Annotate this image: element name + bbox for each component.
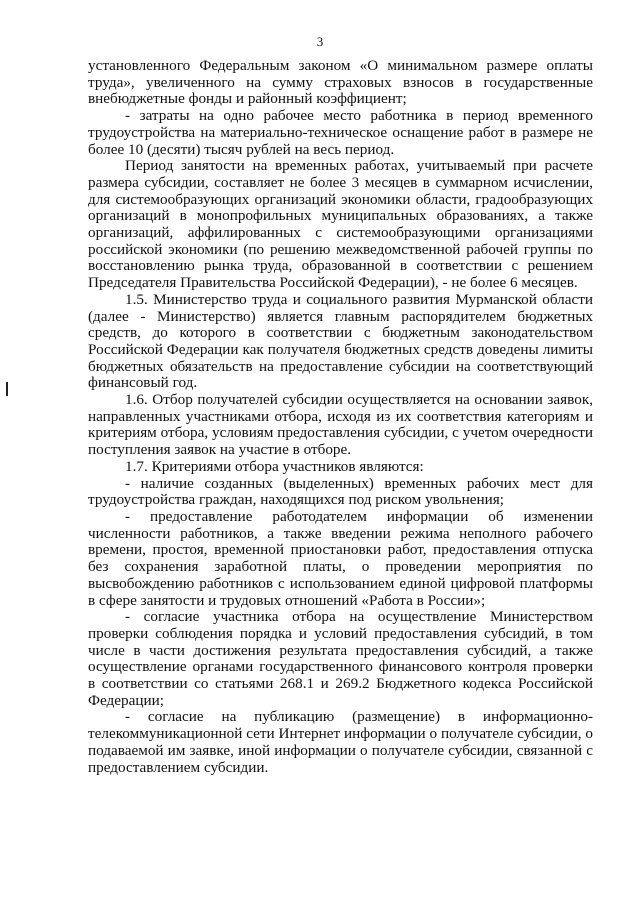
paragraph-continuation: установленного Федеральным законом «О минимальном размере оплаты труда», увеличенного на сумму страховых взносов в государственные внебюджетные фонды и районный коэффициент; bbox=[88, 57, 593, 108]
document-body bbox=[88, 58, 593, 776]
scan-margin-mark bbox=[6, 382, 8, 396]
criteria-item-inspection-consent: - согласие участника отбора на осуществление Министерством проверки соблюдения порядка и условий предоставления субсидий, в том числе в части достижения результата предоставления субсидий, а также осуществление органами государственного финансового контроля проверки в соответствии со статьями 268.1 и 269.2 Бюджетного кодекса Российской Федерации; bbox=[88, 608, 593, 709]
paragraph-1-7-criteria-heading: 1.7. Критериями отбора участников являются: bbox=[125, 457, 424, 475]
paragraph-equipment-costs: - затраты на одно рабочее место работника в период временного трудоустройства на материально-техническое оснащение работ в размере не более 10 (десяти) тысяч рублей на весь период. bbox=[88, 107, 593, 158]
paragraph-1-6-selection: 1.6. Отбор получателей субсидии осуществляется на основании заявок, направленных участниками отбора, исходя из их соответствия категориям и критериям отбора, условиям предоставления субсидии, с учетом очередности поступления заявок на участие в отборе. bbox=[88, 391, 593, 459]
paragraph-employment-period: Период занятости на временных работах, учитываемый при расчете размера субсидии, составляет не более 3 месяцев в суммарном исчислении, для системообразующих организаций экономики области, градообразующих организаций в монопрофильных муниципальных образованиях, а также организаций, аффилированных с системообразующими организациями российской экономики (по решению межведомственной рабочей группы по восстановлению рынка труда, образованной в соответствии с решением Председателя Правительства Российской Федерации), - не более 6 месяцев. bbox=[88, 157, 593, 292]
paragraph-1-5-ministry: 1.5. Министерство труда и социального развития Мурманской области (далее - Министерство) является главным распорядителем бюджетных средств, до которого в соответствии с бюджетным законодательством Российской Федерации как получателя бюджетных средств доведены лимиты бюджетных обязательств на предоставление субсидии на соответствующий финансовый год. bbox=[88, 290, 593, 392]
criteria-item-information: - предоставление работодателем информации об изменении численности работников, а также введении режима неполного рабочего времени, простоя, временной приостановки работ, предоставления отпуска без сохранения заработной платы, о проведении мероприятия по высвобождению работников с использованием единой цифровой платформы в сфере занятости и трудовых отношений «Работа в России»; bbox=[88, 507, 593, 609]
criteria-item-publication-consent: - согласие на публикацию (размещение) в информационно-телекоммуникационной сети Интернет информации о получателе субсидии, о подаваемой им заявке, иной информации о получателе субсидии, связанной с предоставлением субсидии. bbox=[88, 708, 593, 776]
criteria-item-workplaces: - наличие созданных (выделенных) временных рабочих мест для трудоустройства граждан, находящихся под риском увольнения; bbox=[88, 474, 593, 509]
page-number: 3 bbox=[316, 34, 324, 49]
